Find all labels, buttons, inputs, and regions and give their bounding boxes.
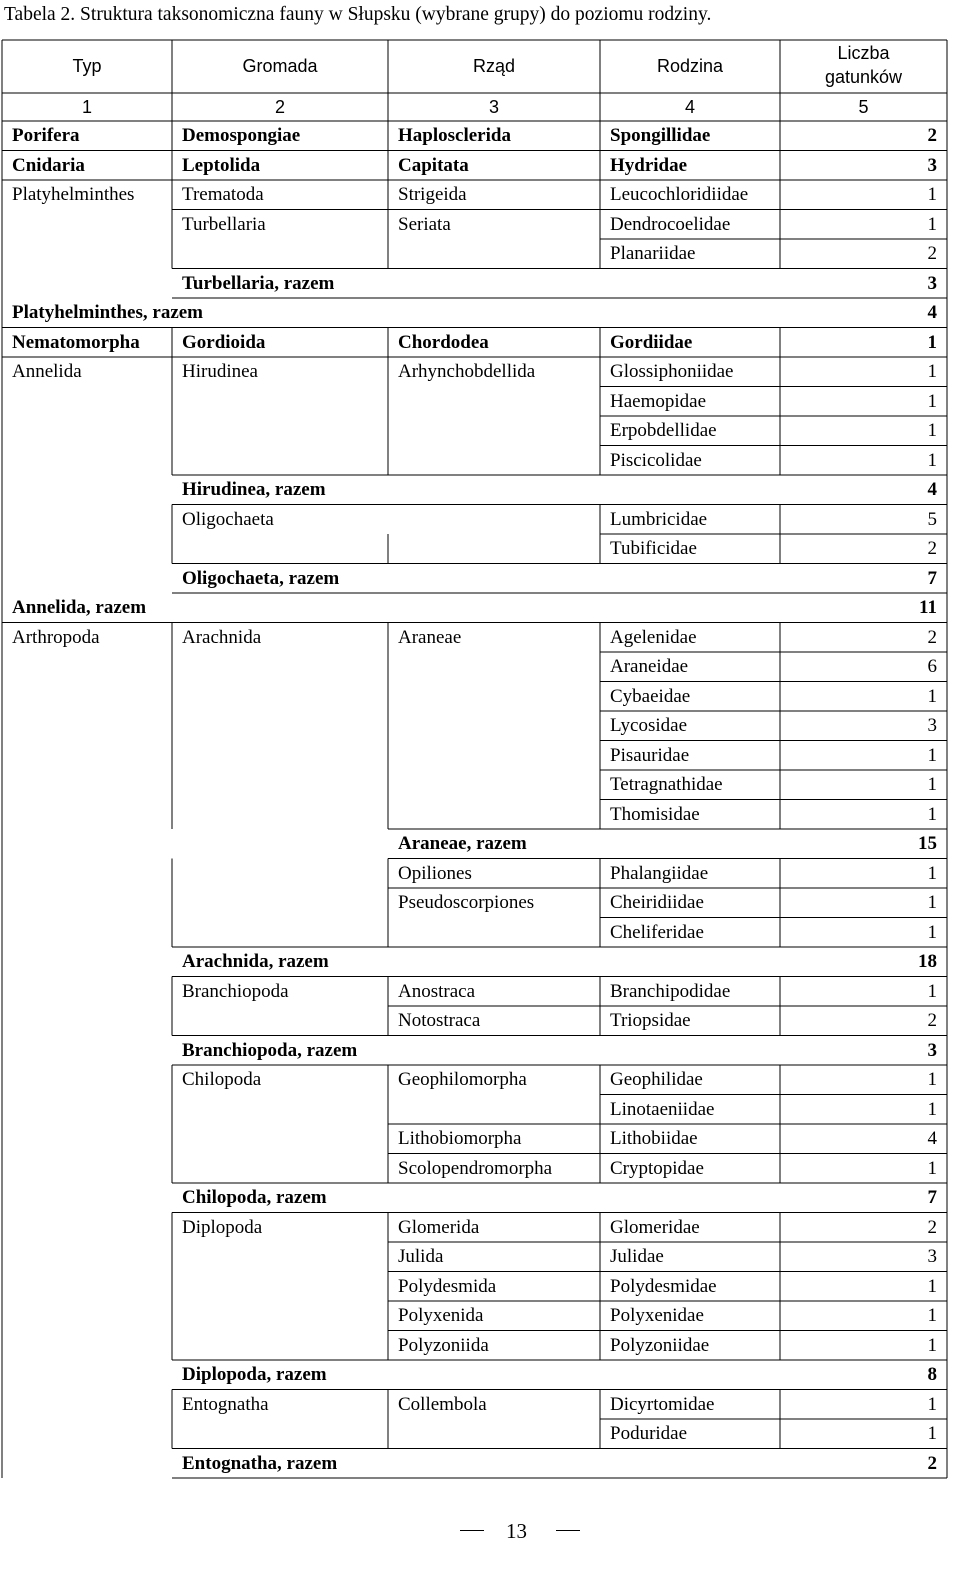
cell-gromada: Hirudinea — [182, 361, 258, 382]
subtotal-label: Platyhelminthes, razem — [12, 302, 204, 323]
cell-liczba: 1 — [927, 390, 937, 412]
subtotal-count: 4 — [927, 479, 937, 500]
cell-gromada: Demospongiae — [182, 125, 301, 146]
cell-liczba: 1 — [927, 331, 937, 353]
cell-gromada: Arachnida — [182, 626, 262, 648]
cell-rzad: Capitata — [398, 154, 469, 176]
cell-rodzina: Planariidae — [610, 243, 696, 264]
cell-rzad: Notostraca — [398, 1010, 481, 1031]
cell-liczba: 2 — [927, 1010, 937, 1031]
cell-rodzina: Leucochloridiidae — [610, 184, 749, 205]
cell-typ: Porifera — [12, 125, 80, 146]
cell-liczba: 1 — [927, 892, 937, 913]
cell-liczba: 1 — [927, 420, 937, 441]
cell-rodzina: Thomisidae — [610, 803, 700, 825]
cell-rzad: Anostraca — [398, 980, 476, 1002]
cell-typ: Annelida — [12, 361, 82, 382]
cell-rzad: Polyzoniida — [398, 1334, 489, 1356]
cell-liczba: 1 — [927, 1098, 937, 1120]
cell-gromada: Leptolida — [182, 154, 261, 176]
cell-rzad: Haplosclerida — [398, 125, 511, 146]
header-typ: Typ — [72, 56, 102, 76]
header-rodzina: Rodzina — [656, 56, 724, 76]
page-footer — [460, 1516, 580, 1546]
subtotal-label: Hirudinea, razem — [182, 479, 326, 500]
cell-rzad: Pseudoscorpiones — [398, 892, 535, 913]
header-liczba-line2: gatunków — [824, 67, 903, 87]
cell-typ: Cnidaria — [12, 154, 85, 176]
cell-rodzina: Araneidae — [610, 656, 689, 677]
cell-liczba: 1 — [927, 449, 937, 471]
cell-liczba: 5 — [927, 508, 937, 530]
subtotal-count: 2 — [927, 1452, 937, 1474]
cell-gromada: Trematoda — [182, 184, 264, 205]
cell-typ: Platyhelminthes — [12, 184, 135, 205]
cell-liczba: 1 — [927, 361, 937, 382]
header-liczba-line1: Liczba — [837, 43, 890, 63]
cell-liczba: 2 — [927, 626, 937, 648]
column-number: 1 — [81, 97, 92, 117]
cell-rodzina: Cheliferidae — [610, 921, 704, 943]
cell-rodzina: Tetragnathidae — [610, 774, 723, 795]
cell-rodzina: Cybaeidae — [610, 685, 691, 707]
subtotal-label: Diplopoda, razem — [182, 1364, 327, 1385]
header-rzad: Rząd — [472, 56, 516, 76]
cell-rodzina: Lithobiidae — [610, 1128, 698, 1149]
subtotal-label: Branchiopoda, razem — [182, 1039, 358, 1061]
subtotal-label: Arachnida, razem — [182, 951, 329, 972]
cell-rodzina: Tubificidae — [610, 538, 697, 559]
cell-rodzina: Cheiridiidae — [610, 892, 704, 913]
cell-liczba: 1 — [927, 862, 937, 884]
cell-rodzina: Branchipodidae — [610, 980, 731, 1002]
cell-rodzina: Lumbricidae — [610, 508, 708, 530]
subtotal-label: Araneae, razem — [398, 833, 527, 854]
cell-liczba: 1 — [927, 921, 937, 943]
cell-liczba: 4 — [927, 1128, 937, 1149]
cell-rzad: Lithobiomorpha — [398, 1128, 522, 1149]
cell-liczba: 2 — [927, 243, 937, 264]
cell-typ: Arthropoda — [12, 626, 100, 648]
subtotal-label: Chilopoda, razem — [182, 1187, 327, 1208]
cell-rodzina: Julidae — [610, 1246, 664, 1267]
cell-liczba: 2 — [927, 538, 937, 559]
cell-liczba: 1 — [927, 744, 937, 766]
footer-dash-right — [556, 1530, 580, 1531]
cell-liczba: 2 — [927, 1216, 937, 1238]
cell-rodzina: Polyzoniidae — [610, 1334, 710, 1356]
column-number: 3 — [488, 97, 499, 117]
subtotal-count: 7 — [927, 1187, 937, 1208]
cell-rzad: Julida — [398, 1246, 444, 1267]
cell-liczba: 3 — [927, 1246, 937, 1267]
cell-rodzina: Hydridae — [610, 154, 688, 176]
subtotal-count: 18 — [918, 951, 937, 972]
cell-rzad: Chordodea — [398, 331, 489, 353]
subtotal-count: 8 — [927, 1364, 937, 1385]
cell-rodzina: Gordiidae — [610, 331, 693, 353]
cell-liczba: 1 — [927, 1275, 937, 1297]
subtotal-count: 4 — [927, 302, 937, 323]
cell-rodzina: Pisauridae — [610, 744, 690, 766]
cell-rzad: Strigeida — [398, 184, 467, 205]
cell-gromada: Diplopoda — [182, 1216, 263, 1238]
cell-rzad: Scolopendromorpha — [398, 1157, 553, 1179]
subtotal-count: 7 — [927, 567, 937, 589]
cell-rzad: Glomerida — [398, 1216, 480, 1238]
cell-liczba: 1 — [927, 980, 937, 1002]
cell-gromada: Branchiopoda — [182, 980, 289, 1002]
cell-gromada: Gordioida — [182, 331, 266, 353]
cell-rzad: Arhynchobdellida — [398, 361, 536, 382]
column-number: 4 — [684, 97, 695, 117]
cell-liczba: 3 — [927, 715, 937, 736]
cell-rodzina: Glomeridae — [610, 1216, 700, 1238]
column-number: 5 — [858, 97, 869, 117]
subtotal-label: Oligochaeta, razem — [182, 567, 340, 589]
cell-rodzina: Lycosidae — [610, 715, 688, 736]
header-gromada: Gromada — [242, 56, 318, 76]
cell-liczba: 1 — [927, 184, 937, 205]
subtotal-count: 11 — [919, 597, 937, 618]
table-caption: Tabela 2. Struktura taksonomiczna fauny w Słupsku (wybrane grupy) do poziomu rodziny. — [4, 4, 712, 25]
footer-dash-left — [460, 1530, 484, 1531]
cell-rodzina: Poduridae — [610, 1423, 688, 1444]
column-number: 2 — [274, 97, 285, 117]
cell-gromada: Chilopoda — [182, 1069, 262, 1090]
cell-liczba: 1 — [927, 1423, 937, 1444]
subtotal-label: Entognatha, razem — [182, 1452, 338, 1474]
cell-rodzina: Piscicolidae — [610, 449, 702, 471]
cell-liczba: 1 — [927, 1334, 937, 1356]
cell-liczba: 1 — [927, 774, 937, 795]
cell-gromada: Entognatha — [182, 1393, 269, 1415]
cell-rodzina: Geophilidae — [610, 1069, 703, 1090]
cell-rodzina: Polydesmidae — [610, 1275, 717, 1297]
subtotal-label: Annelida, razem — [12, 597, 147, 618]
cell-liczba: 1 — [927, 685, 937, 707]
cell-liczba: 2 — [927, 125, 937, 146]
cell-liczba: 1 — [927, 1393, 937, 1415]
cell-liczba: 1 — [927, 213, 937, 235]
cell-rzad: Seriata — [398, 213, 451, 235]
cell-rodzina: Agelenidae — [610, 626, 697, 648]
cell-liczba: 1 — [927, 803, 937, 825]
cell-rzad: Opiliones — [398, 862, 472, 884]
cell-rodzina: Dicyrtomidae — [610, 1393, 715, 1415]
cell-typ: Nematomorpha — [12, 331, 140, 353]
cell-liczba: 6 — [927, 656, 937, 677]
cell-rodzina: Glossiphoniidae — [610, 361, 734, 382]
cell-gromada: Oligochaeta — [182, 508, 274, 530]
cell-liczba: 1 — [927, 1157, 937, 1179]
cell-rzad: Geophilomorpha — [398, 1069, 527, 1090]
subtotal-count: 3 — [927, 1039, 937, 1061]
cell-gromada: Turbellaria — [182, 213, 266, 235]
cell-liczba: 1 — [927, 1069, 937, 1090]
cell-rzad: Polydesmida — [398, 1275, 497, 1297]
cell-rodzina: Erpobdellidae — [610, 420, 717, 441]
cell-rodzina: Linotaeniidae — [610, 1098, 715, 1120]
cell-rodzina: Dendrocoelidae — [610, 213, 731, 235]
cell-rzad: Polyxenida — [398, 1305, 484, 1326]
cell-rzad: Araneae — [398, 626, 462, 648]
cell-rodzina: Triopsidae — [610, 1010, 691, 1031]
cell-rodzina: Polyxenidae — [610, 1305, 704, 1326]
cell-liczba: 3 — [927, 154, 937, 176]
subtotal-label: Turbellaria, razem — [182, 272, 335, 294]
cell-rodzina: Haemopidae — [610, 390, 707, 412]
cell-rodzina: Cryptopidae — [610, 1157, 704, 1179]
page-number: 13 — [506, 1519, 527, 1543]
cell-rodzina: Phalangiidae — [610, 862, 709, 884]
subtotal-count: 15 — [918, 833, 937, 854]
cell-rodzina: Spongillidae — [610, 125, 711, 146]
subtotal-count: 3 — [927, 272, 937, 294]
cell-liczba: 1 — [927, 1305, 937, 1326]
cell-rzad: Collembola — [398, 1393, 487, 1415]
